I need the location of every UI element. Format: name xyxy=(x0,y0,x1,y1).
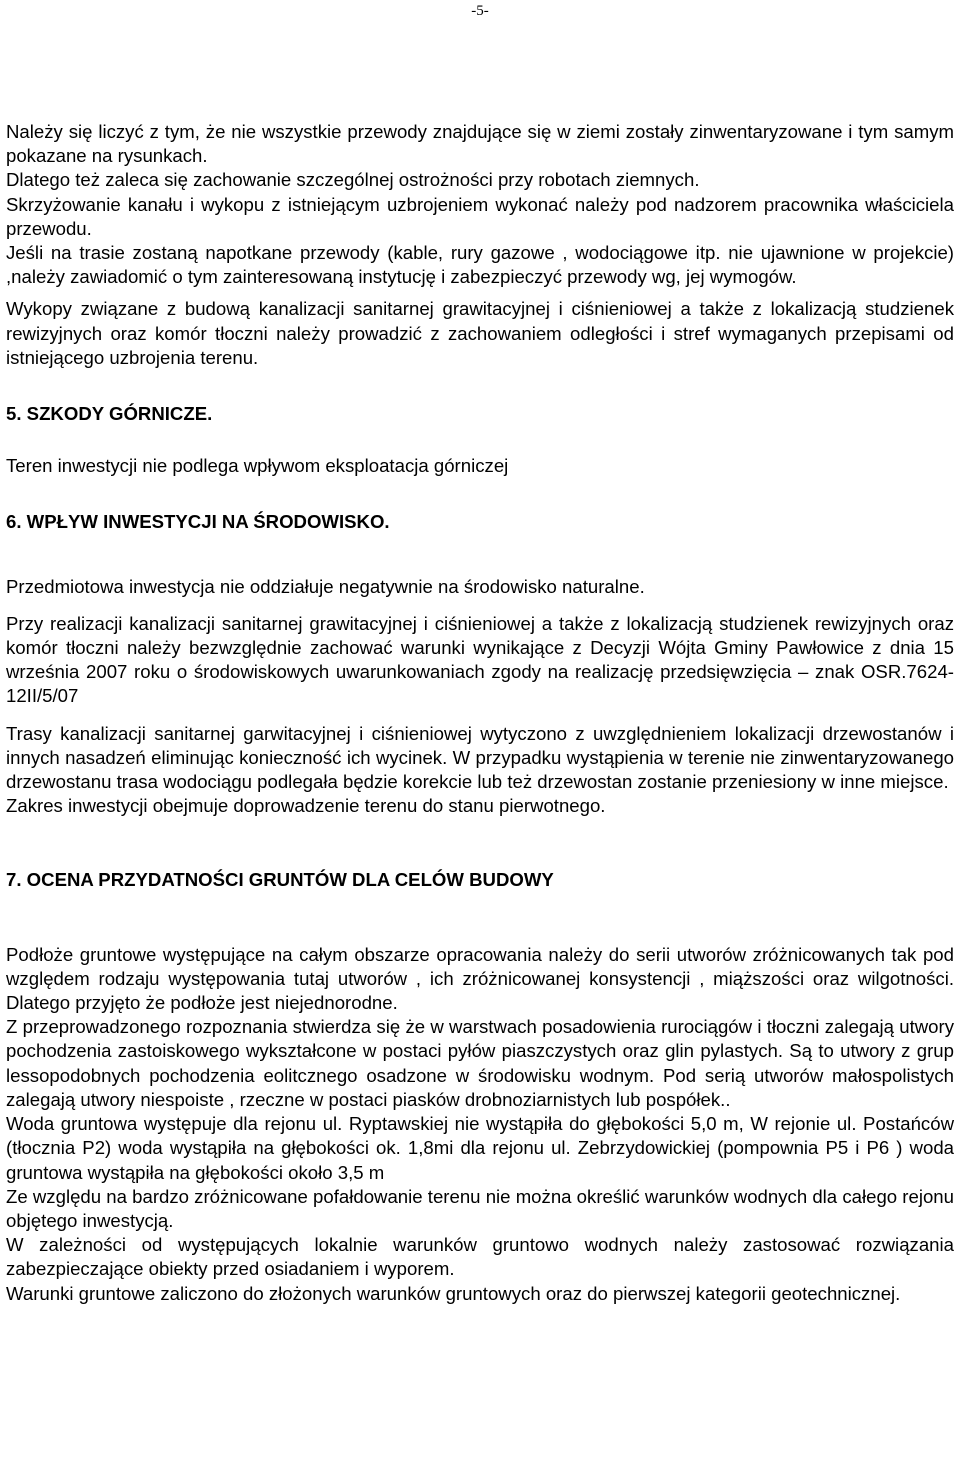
section-5-text: Teren inwestycji nie podlega wpływom eksploatacja górniczej xyxy=(6,455,509,477)
section-6-text-3: Trasy kanalizacji sanitarnej garwitacyjnej i ciśnieniowej wytyczono z uwzględnieniem lokalizacji drzewostanów i innych nasadzeń eliminując konieczność ich wycinek. W przypadku wystąpienia w terenie nie zinwentaryzowanego drzewostanu trasa wodociągu podlegała będzie korekcie lub też drzewostan zostanie przeniesiony w inne miejsce. xyxy=(6,722,954,793)
heading-section-7: 7. OCENA PRZYDATNOŚCI GRUNTÓW DLA CELÓW BUDOWY xyxy=(6,869,554,891)
section-7-paragraph: W zależności od występujących lokalnie warunków gruntowo wodnych należy zastosować rozwiązania zabezpieczające obiekty przed osiadaniem i wyporem. xyxy=(6,1234,954,1280)
document-body xyxy=(6,120,954,1306)
heading-section-5: 5. SZKODY GÓRNICZE. xyxy=(6,403,213,425)
section-7-paragraph: Ze względu na bardzo zróżnicowane pofałdowanie terenu nie można określić warunków wodnych dla całego rejonu objętego inwestycją. xyxy=(6,1185,954,1231)
section-7-paragraph: Z przeprowadzonego rozpoznania stwierdza się że w warstwach posadowienia rurociągów i tłoczni zalegają utwory pochodzenia zastoiskowego wykształcone w postaci pyłów piaszczystych oraz glin pylastych. Są to utwory z grup lessopodobnych pochodzenia eolitcznego osadzone w środowisku wodnym. Pod serią utworów małospolistych zalegają utwory niespoiste , rzeczne w postaci piasków drobnoziarnistych lub pospółek.. xyxy=(6,1016,954,1110)
section-6-text-1: Przedmiotowa inwestycja nie oddziałuje negatywnie na środowisko naturalne. xyxy=(6,575,645,597)
section-6-text-2: Przy realizacji kanalizacji sanitarnej grawitacyjnej i ciśnieniowej a także z lokalizacją studzienek rewizyjnych oraz komór tłoczni należy bezwzględnie zachować warunki wynikające z Decyzji Wójta Gminy Pawłowice z dnia 15 września 2007 roku o środowiskowych uwarunkowaniach zgody na realizację przedsięwzięcia – znak OSR.7624-12II/5/07 xyxy=(6,612,954,707)
paragraph-crossing-supervision: Skrzyżowanie kanału i wykopu z istniejącym uzbrojeniem wykonać należy pod nadzorem pracownika właściciela przewodu. xyxy=(6,193,954,239)
page-number: -5- xyxy=(471,3,489,19)
section-6-text-4: Zakres inwestycji obejmuje doprowadzenie terenu do stanu pierwotnego. xyxy=(6,795,606,817)
section-7-paragraph: Woda gruntowa występuje dla rejonu ul. Ryptawskiej nie wystąpiła do głębokości 5,0 m, W rejonie ul. Postańców (tłocznia P2) woda wystąpiła na głębokości ok. 1,8mi dla rejonu ul. Zebrzydowickiej (pompownia P5 i P6 ) woda gruntowa wystąpiła na głębokości około 3,5 m xyxy=(6,1113,954,1183)
paragraph-unmapped-utilities: Należy się liczyć z tym, że nie wszystkie przewody znajdujące się w ziemi zostały zinwentaryzowane i tym samym pokazane na rysunkach. xyxy=(6,121,954,167)
section-7-paragraph: Podłoże gruntowe występujące na całym obszarze opracowania należy do serii utworów zróżnicowanych tak pod względem rodzaju występowania tutaj utworów , ich zróżnicowanej konsystencji , miąższości oraz wilgotności. Dlatego przyjęto że podłoże jest niejednorodne. xyxy=(6,943,954,1014)
paragraph-caution: Dlatego też zaleca się zachowanie szczególnej ostrożności przy robotach ziemnych. xyxy=(6,169,700,191)
heading-section-6: 6. WPŁYW INWESTYCJI NA ŚRODOWISKO. xyxy=(6,511,390,533)
section-7-paragraph: Warunki gruntowe zaliczono do złożonych warunków gruntowych oraz do pierwszej kategorii geotechnicznej. xyxy=(6,1282,901,1304)
paragraph-excavations: Wykopy związane z budową kanalizacji sanitarnej grawitacyjnej i ciśnieniowej a także z lokalizacją studzienek rewizyjnych oraz komór tłoczni należy prowadzić z zachowaniem odległości i stref wymaganych przepisami od istniejącego uzbrojenia terenu. xyxy=(6,298,954,368)
paragraph-found-utilities: Jeśli na trasie zostaną napotkane przewody (kable, rury gazowe , wodociągowe itp. nie ujawnione w projekcie) ,należy zawiadomić o tym zainteresowaną instytucję i zabezpieczyć przewody wg, jej wymogów. xyxy=(6,242,954,288)
